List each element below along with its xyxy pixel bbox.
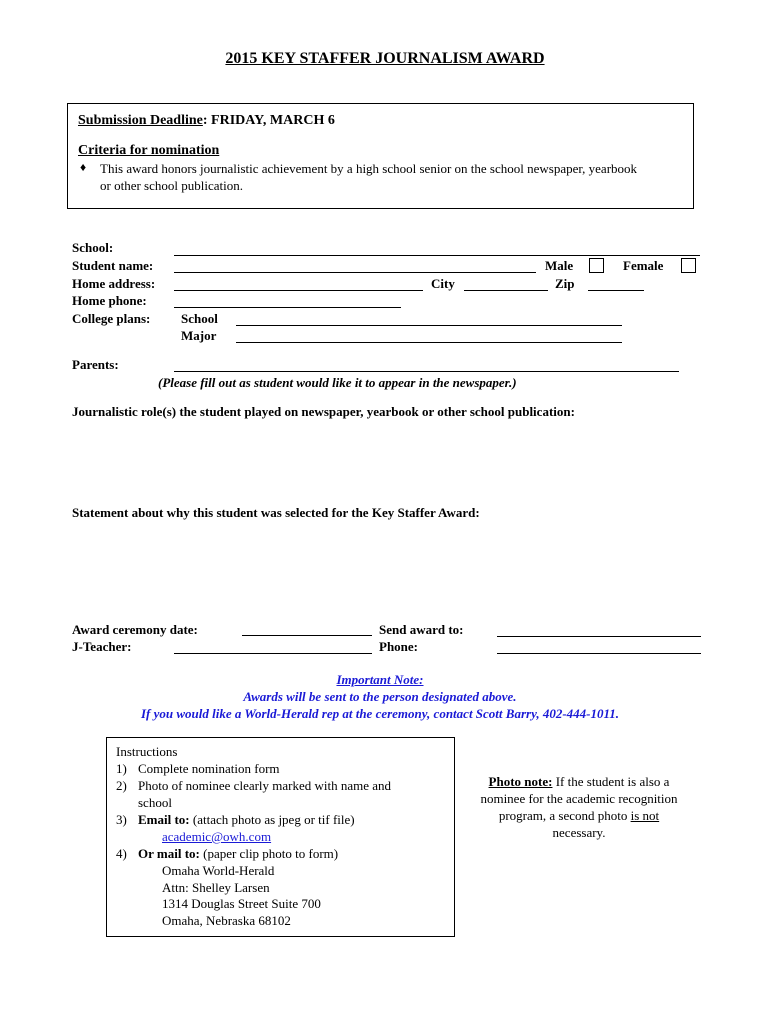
address-line3: 1314 Douglas Street Suite 700 [162,896,321,911]
diamond-bullet-icon: ♦ [80,160,87,174]
student-name-field[interactable] [174,272,536,273]
zip-label: Zip [555,276,575,291]
zip-field[interactable] [588,290,644,291]
college-plans-label: College plans: [72,311,151,326]
female-label: Female [623,258,664,273]
photo-note-is-not: is not [630,808,660,823]
instruction-2-line2: school [138,795,172,810]
important-line2: If you would like a World-Herald rep at the ceremony, contact Scott Barry, 402-444-1011. [140,706,620,721]
college-major-label: Major [181,328,217,343]
statement-label: Statement about why this student was selected for the Key Staffer Award: [72,505,480,520]
deadline-label: Submission Deadline [78,113,203,128]
photo-note-line2: nominee for the academic recognition [480,791,678,806]
phone-label: Phone: [379,639,418,654]
instruction-3 [138,812,355,828]
city-label: City [431,276,455,291]
ceremony-date-field[interactable] [242,635,372,636]
deadline-value: FRIDAY, MARCH 6 [211,113,335,128]
instruction-4 [138,846,338,862]
photo-note-label: Photo note: [488,774,553,789]
j-teacher-field[interactable] [174,653,372,654]
college-school-label: School [181,311,218,326]
statement-field[interactable] [72,524,697,614]
school-field[interactable] [174,255,700,256]
deadline-colon: : [202,113,208,128]
send-award-label: Send award to: [379,622,464,637]
photo-note-line3 [466,808,692,824]
photo-note-text1: If the student is also a [552,774,670,789]
deadline-line [78,113,335,129]
email-link[interactable]: academic@owh.com [162,829,272,844]
parents-note: (Please fill out as student would like it to appear in the newspaper.) [158,375,517,390]
criteria-text-line1: This award honors journalistic achievement by a high school senior on the school newspaper, yearbook [100,161,638,176]
home-address-label: Home address: [72,276,156,291]
mail-to-label: Or mail to: [138,846,200,861]
instruction-3-num: 3) [116,812,127,827]
address-line1: Omaha World-Herald [162,863,275,878]
instruction-1-num: 1) [116,761,127,776]
instruction-1: Complete nomination form [138,761,280,776]
female-checkbox[interactable] [681,258,696,273]
student-name-label: Student name: [72,258,154,273]
photo-note-line1 [466,774,692,790]
address-line4: Omaha, Nebraska 68102 [162,913,291,928]
instruction-2-num: 2) [116,778,127,793]
parents-field[interactable] [174,371,679,372]
male-checkbox[interactable] [589,258,604,273]
journalistic-role-label: Journalistic role(s) the student played on newspaper, yearbook or other school publication: [72,404,575,419]
college-school-field[interactable] [236,325,622,326]
photo-note-text3: program, a second photo [498,808,631,823]
email-to-label: Email to: [138,812,190,827]
photo-note-line4: necessary. [552,825,606,840]
male-label: Male [545,258,574,273]
important-line1: Awards will be sent to the person designated above. [243,689,517,704]
phone-field[interactable] [497,653,701,654]
home-phone-field[interactable] [174,307,401,308]
send-award-field[interactable] [497,636,701,637]
page-title: 2015 KEY STAFFER JOURNALISM AWARD [225,50,545,67]
instructions-heading: Instructions [116,744,178,759]
instruction-4-num: 4) [116,846,127,861]
email-to-text: (attach photo as jpeg or tif file) [189,812,355,827]
journalistic-role-field[interactable] [72,424,697,494]
school-label: School: [72,240,114,255]
j-teacher-label: J-Teacher: [72,639,132,654]
important-heading: Important Note: [336,672,424,687]
address-line2: Attn: Shelley Larsen [162,880,270,895]
criteria-text-line2: or other school publication. [100,178,243,193]
home-address-field[interactable] [174,290,423,291]
criteria-heading: Criteria for nomination [78,143,220,158]
mail-to-text: (paper clip photo to form) [199,846,339,861]
college-major-field[interactable] [236,342,622,343]
parents-label: Parents: [72,357,119,372]
ceremony-date-label: Award ceremony date: [72,622,198,637]
instruction-2-line1: Photo of nominee clearly marked with name and [138,778,392,793]
home-phone-label: Home phone: [72,293,147,308]
city-field[interactable] [464,290,548,291]
